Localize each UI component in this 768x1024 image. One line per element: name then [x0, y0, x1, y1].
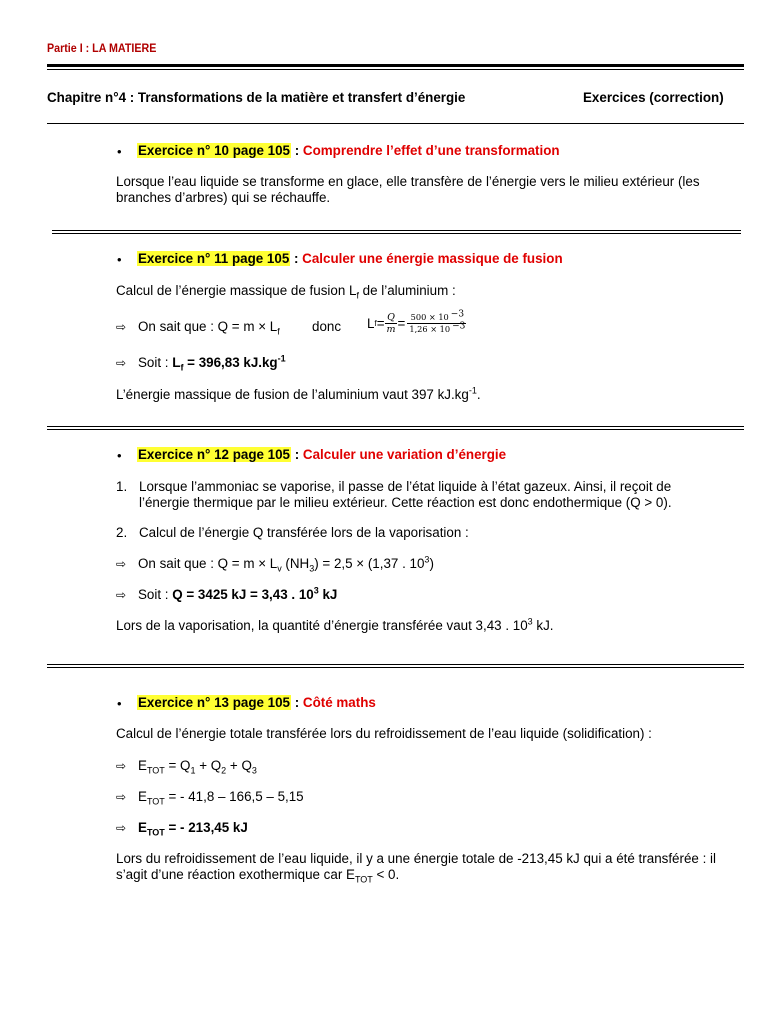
ex12-item2: Calcul de l’énergie Q transférée lors de la vaporisation :: [139, 525, 469, 540]
ex13-result: $E_{TOT}$ = - 213,45 kJ: [138, 820, 248, 838]
arrow-icon: ⇨: [116, 320, 127, 334]
ex12-label: Exercice n° 12 page 105: [138, 447, 291, 462]
ex13-line1: $E_{TOT} = Q_1 + Q_2 + Q_3$: [138, 758, 257, 776]
arrow-icon: ⇨: [116, 821, 127, 835]
bullet-ex11: •: [117, 252, 122, 267]
item-number-1: 1.: [116, 479, 128, 494]
bullet-ex10: •: [117, 144, 122, 159]
ex13-label: Exercice n° 13 page 105: [138, 695, 291, 710]
arrow-icon: ⇨: [116, 588, 127, 602]
ex12-heading: Exercice n° 12 page 105 : Calculer une variation d’énergie: [138, 447, 507, 462]
ex12-formula: On sait que : $Q = m \times L_v$ $(NH_3) = 2,5 \times (1,37$ . $10^3$): [138, 554, 434, 574]
exercises-title: Exercices (correction): [583, 90, 724, 105]
ex11-result: Soit : $L_f = 396,83$ $kJ.kg^{-1}$: [138, 353, 286, 373]
fraction-q-over-m: $\frac{Q}{m}$: [386, 312, 396, 335]
separator-3: [47, 664, 744, 665]
ex11-fraction-expression: L f = $\frac{Q}{m}$ = $\frac{500 \times 10 ^{-3}}{1,26 \times 10 ^{-3}}$: [367, 309, 466, 335]
ex11-intro: Calcul de l’énergie massique de fusion $L_f$ de l’aluminium :: [116, 283, 456, 301]
chapter-title: Chapitre n°4 : Transformations de la matière et transfert d’énergie: [47, 90, 466, 105]
header-rule-thick: [47, 64, 744, 67]
header-bottom-rule: [47, 123, 744, 124]
separator-1: [52, 230, 741, 231]
separator-1b: [52, 233, 741, 234]
ex11-heading: Exercice n° 11 page 105 : Calculer une énergie massique de fusion: [138, 251, 563, 266]
arrow-icon: ⇨: [116, 790, 127, 804]
ex11-formula: On sait que : $Q = m \times L_f$: [138, 319, 280, 337]
ex12-title: Calculer une variation d’énergie: [302, 447, 507, 462]
header-rule-thin: [47, 69, 744, 70]
bullet-ex12: •: [117, 448, 122, 463]
arrow-icon: ⇨: [116, 759, 127, 773]
ex10-title: Comprendre l’effet d’une transformation: [302, 143, 560, 158]
ex11-donc: donc: [312, 319, 342, 334]
ex10-text: Lorsque l’eau liquide se transforme en glace, elle transfère de l’énergie vers le milieu extérieur (les branches d’arbres) qui se réchauffe.: [116, 174, 700, 205]
ex12-item1: Lorsque l’ammoniac se vaporise, il passe de l’état liquide à l’état gazeux. Ainsi, il reçoit de l’énergie thermique par le milieu extérieur. Cette réaction est donc endothermique (Q > 0).: [139, 479, 672, 510]
item-number-2: 2.: [116, 525, 128, 540]
ex13-line2: $E_{TOT}$ = - 41,8 – 166,5 – 5,15: [138, 789, 304, 807]
ex13-heading: Exercice n° 13 page 105 : Côté maths: [138, 695, 376, 710]
arrow-icon: ⇨: [116, 557, 127, 571]
ex13-title: Côté maths: [302, 695, 376, 710]
ex11-conclusion: L’énergie massique de fusion de l’aluminium vaut 397 $kJ.kg^{-1}$.: [116, 385, 481, 402]
ex10-label: Exercice n° 10 page 105: [138, 143, 291, 158]
section-label: Partie I : LA MATIERE: [47, 43, 157, 55]
ex10-heading: Exercice n° 10 page 105 : Comprendre l’effet d’une transformation: [138, 143, 560, 158]
fraction-values: $\frac{500 \times 10 ^{-3}}{1,26 \times 10 ^{-3}}$: [405, 312, 467, 335]
separator-2b: [47, 429, 744, 430]
separator-2: [47, 426, 744, 427]
ex12-conclusion: Lors de la vaporisation, la quantité d’énergie transférée vaut 3,43 . $10^3$ kJ.: [116, 616, 554, 633]
ex11-title: Calculer une énergie massique de fusion: [302, 251, 563, 266]
ex13-intro: Calcul de l’énergie totale transférée lors du refroidissement de l’eau liquide (solidification) :: [116, 726, 652, 741]
arrow-icon: ⇨: [116, 356, 127, 370]
ex11-label: Exercice n° 11 page 105: [138, 251, 290, 266]
ex13-conclusion: Lors du refroidissement de l’eau liquide, il y a une énergie totale de -213,45 kJ qui a été transférée : il s’agit d’une réaction exothermique car $E_{TOT} < 0$.: [116, 851, 716, 885]
separator-3b: [47, 667, 744, 668]
bullet-ex13: •: [117, 696, 122, 711]
ex12-result: Soit : Q = 3425 kJ = 3,43 . $10^3$ kJ: [138, 585, 338, 602]
